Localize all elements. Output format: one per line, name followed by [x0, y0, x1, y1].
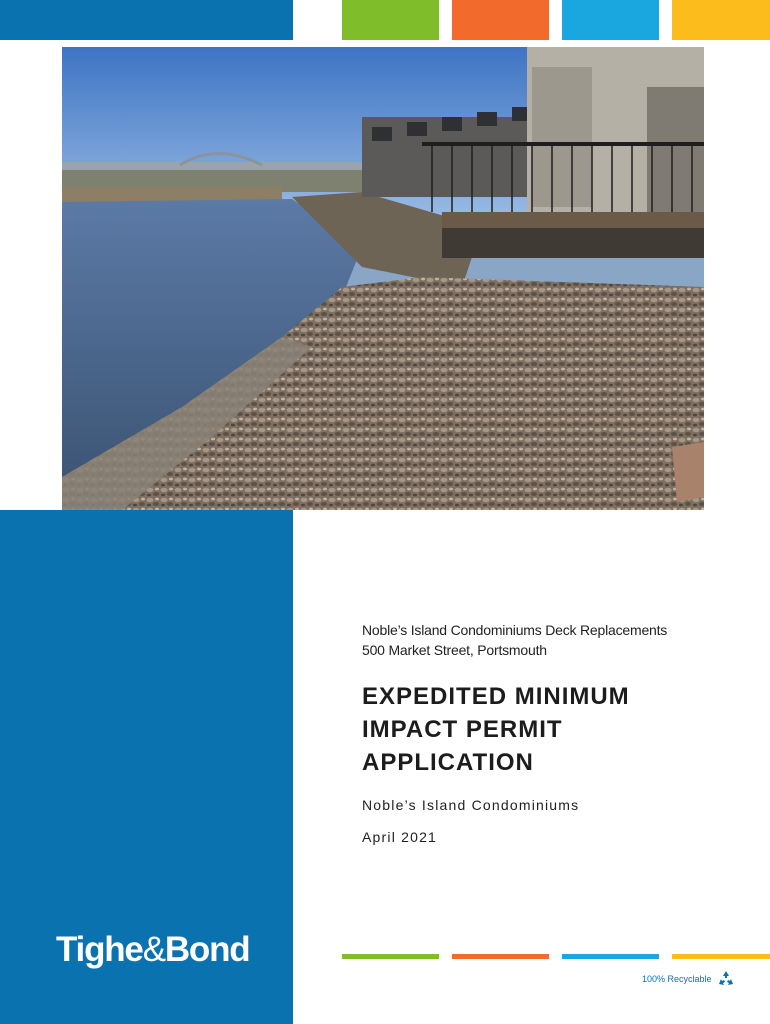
- logo-part-1: Tighe: [56, 930, 143, 969]
- footer-line-cyan: [562, 954, 659, 959]
- recyclable-mark: [642, 968, 736, 990]
- document-title: [362, 680, 742, 779]
- title-line-2: IMPACT PERMIT: [362, 716, 563, 743]
- header-bar-yellow: [672, 0, 770, 40]
- footer-line-green: [342, 954, 439, 959]
- footer-line-yellow: [672, 954, 770, 959]
- header-bar-orange: [452, 0, 549, 40]
- header-bar-blue: [0, 0, 293, 40]
- project-address: 500 Market Street, Portsmouth: [362, 642, 547, 658]
- client-name: Noble’s Island Condominiums: [362, 797, 580, 813]
- footer-line-orange: [452, 954, 549, 959]
- logo-part-2: Bond: [164, 930, 250, 969]
- header-bar-cyan: [562, 0, 659, 40]
- project-name: Noble’s Island Condominiums Deck Replacements: [362, 622, 668, 638]
- title-block: [362, 620, 742, 847]
- cover-photo: [62, 47, 704, 510]
- logo-amp: &: [142, 930, 165, 969]
- document-date: April 2021: [362, 829, 438, 845]
- title-line-1: EXPEDITED MINIMUM: [362, 683, 630, 710]
- recycle-icon: [716, 969, 736, 989]
- company-logo: [56, 928, 249, 972]
- recyclable-label: 100% Recyclable: [642, 974, 712, 984]
- title-line-3: APPLICATION: [362, 749, 534, 776]
- header-bar-green: [342, 0, 439, 40]
